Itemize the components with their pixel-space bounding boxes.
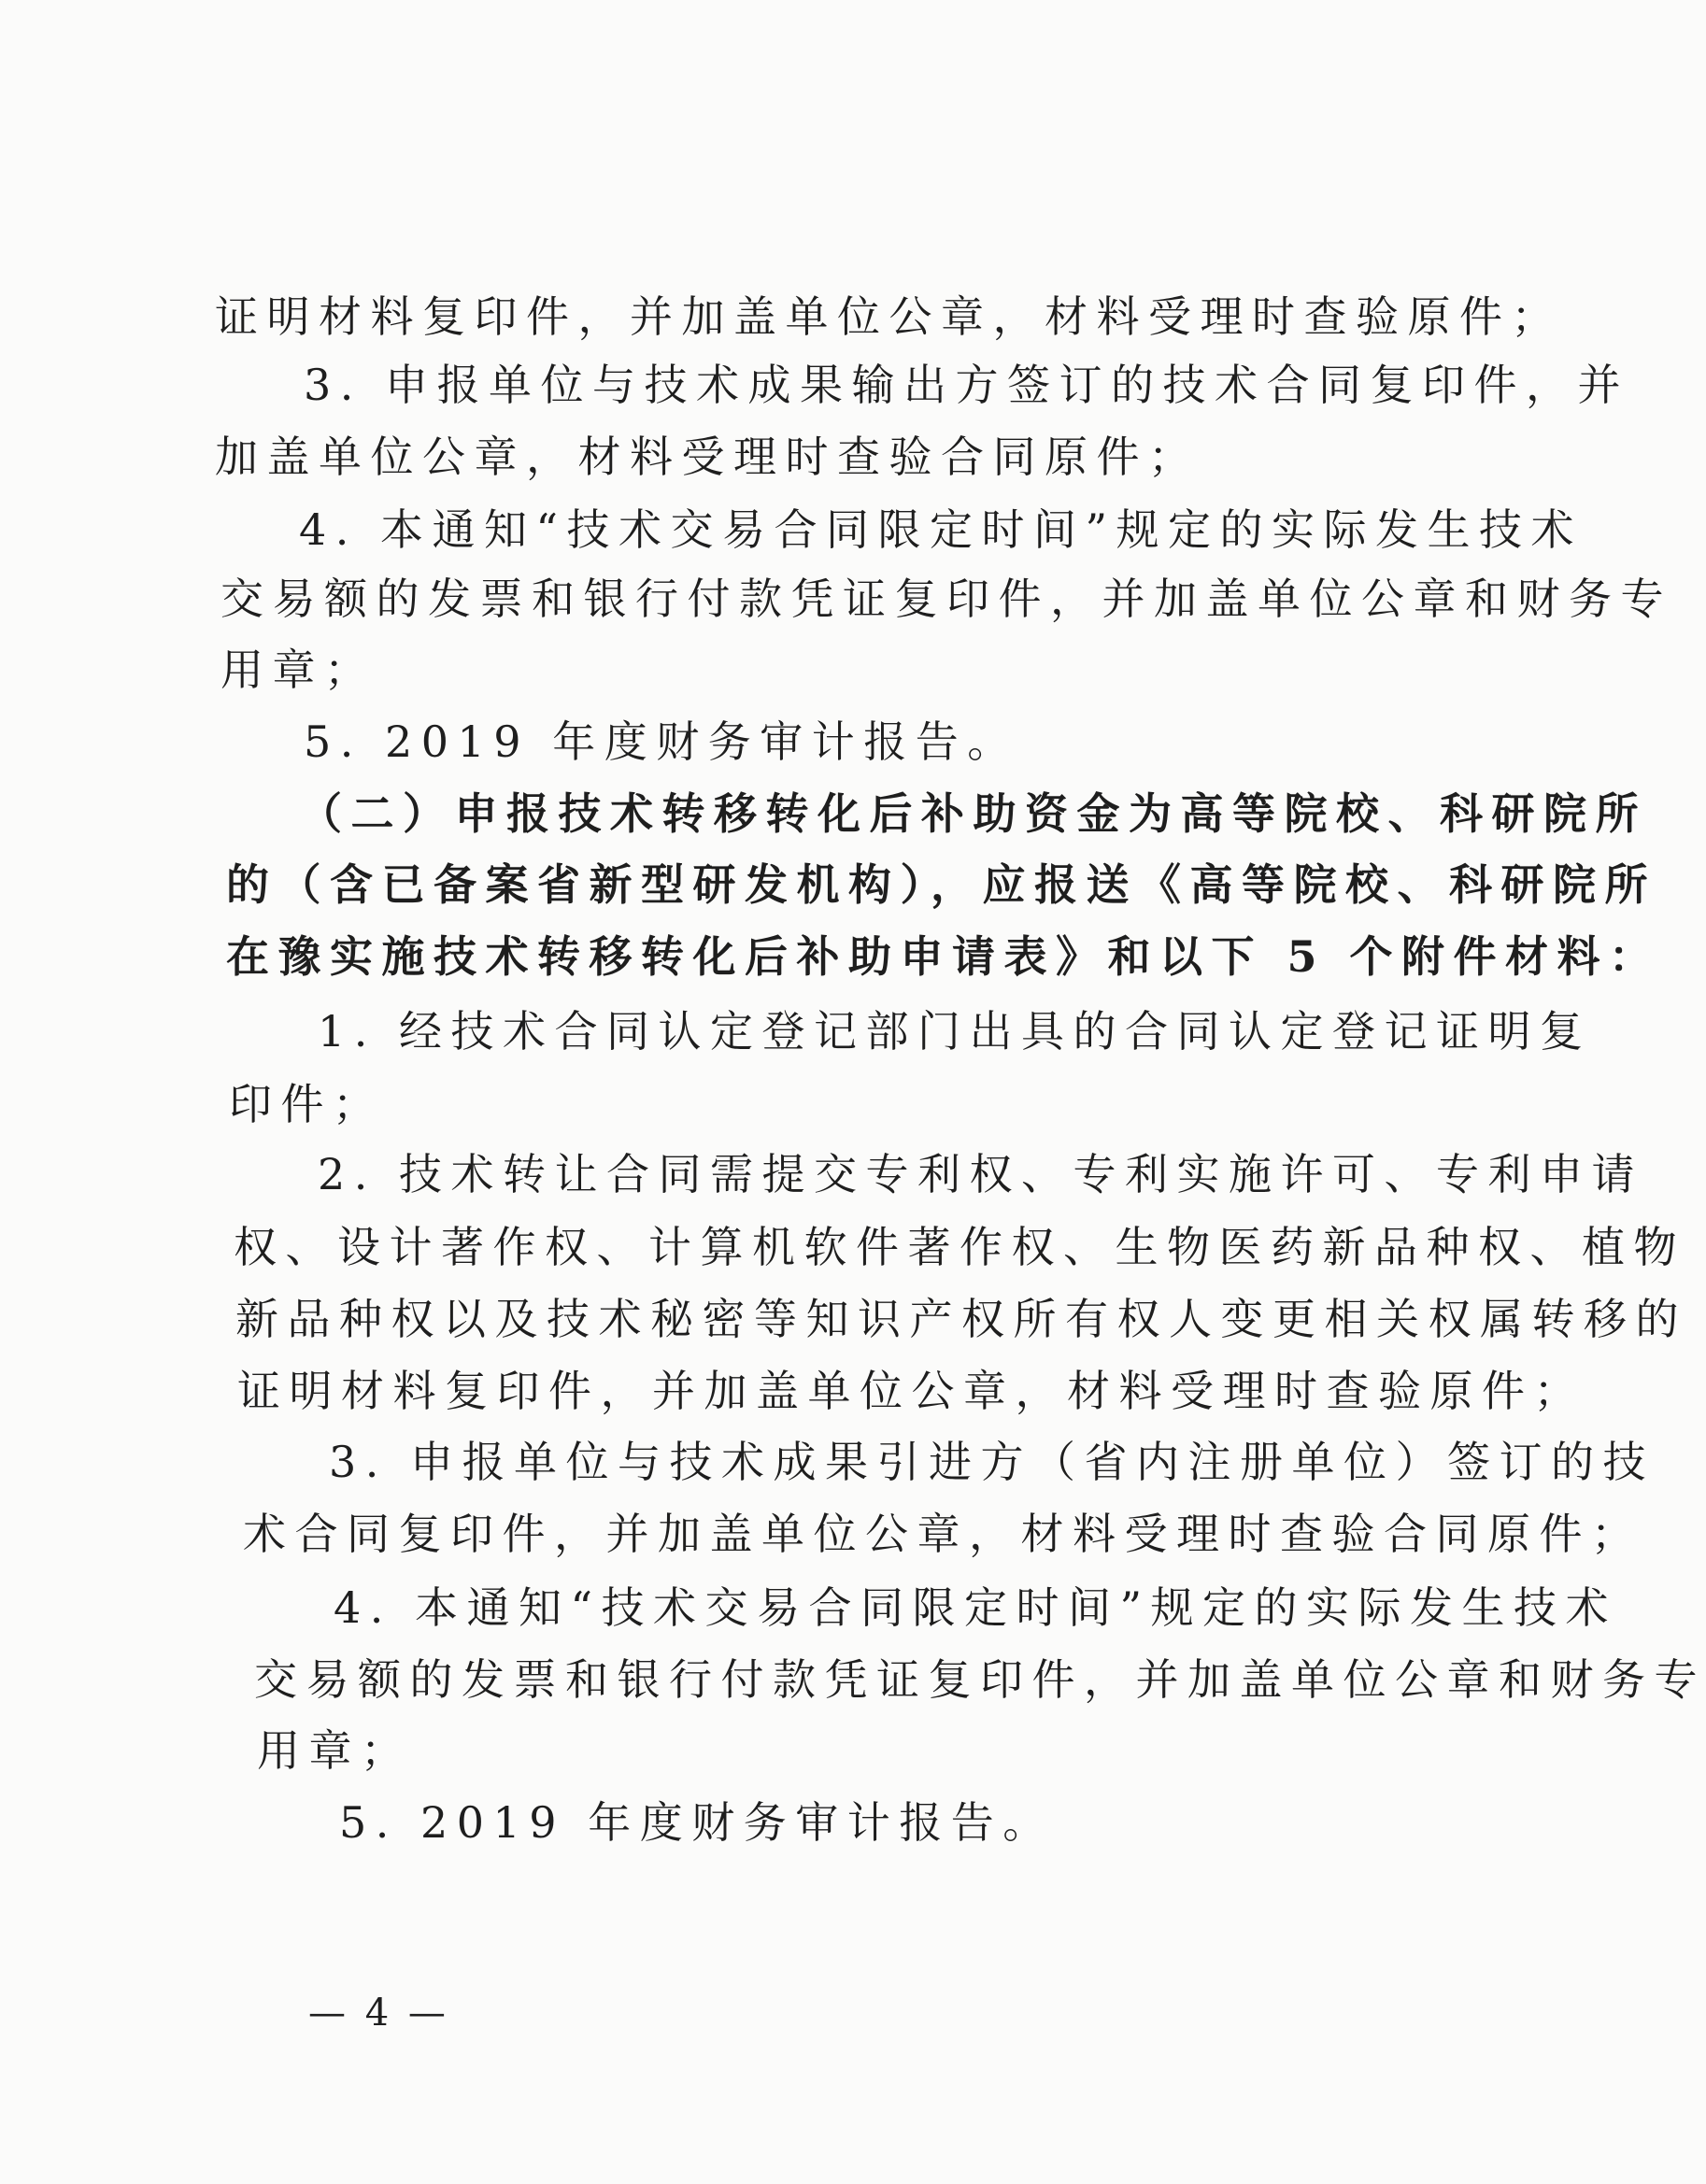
text-line: 加盖单位公章，材料受理时查验合同原件； — [215, 432, 1201, 482]
text-line: 证明材料复印件，并加盖单位公章，材料受理时查验原件； — [237, 1366, 1585, 1416]
text-line: 印件； — [229, 1079, 385, 1129]
text-line: 交易额的发票和银行付款凭证复印件，并加盖单位公章和财务专 — [220, 574, 1672, 624]
text-line: 2. 技术转让合同需提交专利权、专利实施许可、专利申请 — [318, 1149, 1644, 1199]
text-line: 3. 申报单位与技术成果输出方签订的技术合同复印件，并 — [304, 360, 1630, 410]
text-line: 5. 2019 年度财务审计报告。 — [339, 1797, 1055, 1848]
text-line: 权、设计著作权、计算机软件著作权、生物医药新品种权、植物 — [234, 1222, 1685, 1272]
text-line: 4. 本通知“技术交易合同限定时间”规定的实际发生技术 — [334, 1582, 1618, 1633]
text-line: 3. 申报单位与技术成果引进方（省内注册单位）签订的技 — [329, 1437, 1656, 1487]
text-line: 4. 本通知“技术交易合同限定时间”规定的实际发生技术 — [299, 504, 1584, 555]
text-line: 用章； — [257, 1725, 413, 1776]
text-line: 5. 2019 年度财务审计报告。 — [304, 716, 1019, 767]
text-line: 交易额的发票和银行付款凭证复印件，并加盖单位公章和财务专 — [254, 1654, 1706, 1705]
text-line: 用章； — [220, 645, 377, 695]
text-line: 新品种权以及技术秘密等知识产权所有权人变更相关权属转移的 — [235, 1294, 1687, 1344]
page-number: — 4 — — [308, 1992, 449, 2035]
section-heading-line: 在豫实施技术转移转化后补助申请表》和以下 5 个附件材料： — [226, 931, 1661, 982]
text-line: 1. 经技术合同认定登记部门出具的合同认定登记证明复 — [318, 1006, 1592, 1057]
section-heading-line: 的（含已备案省新型研发机构），应报送《高等院校、科研院所 — [226, 859, 1656, 910]
text-line: 术合同复印件，并加盖单位公章，材料受理时查验合同原件； — [243, 1509, 1643, 1559]
section-heading-line: （二）申报技术转移转化后补助资金为高等院校、科研院所 — [299, 788, 1647, 839]
text-line: 证明材料复印件，并加盖单位公章，材料受理时查验原件； — [215, 291, 1563, 342]
